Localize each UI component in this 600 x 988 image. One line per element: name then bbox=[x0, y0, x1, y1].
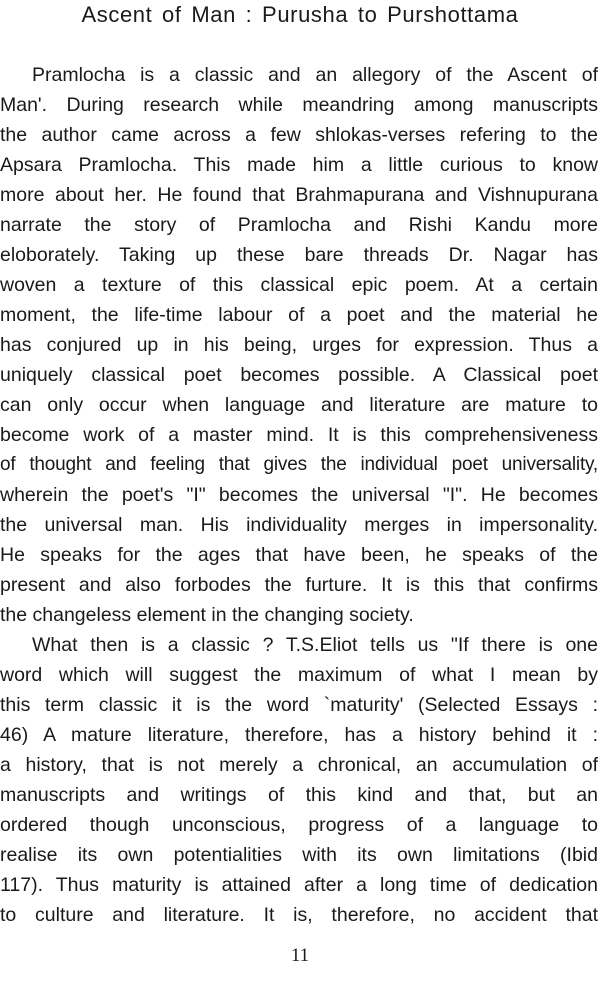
text-line: become work of a master mind. It is this comprehensiveness bbox=[0, 424, 598, 446]
text-line: this term classic it is the word `maturity' (Selected Essays : bbox=[0, 694, 598, 716]
text-line: 117). Thus maturity is attained after a long time of dedication bbox=[0, 874, 598, 896]
text-line: manuscripts and writings of this kind and that, but an bbox=[0, 784, 598, 806]
text-line: a history, that is not merely a chronical, an accumulation of bbox=[0, 754, 598, 776]
text-line: Man'. During research while meandring among manuscripts bbox=[0, 94, 598, 116]
text-line: narrate the story of Pramlocha and Rishi Kandu more bbox=[0, 214, 598, 236]
text-line: present and also forbodes the furture. It is this that confirms bbox=[0, 574, 598, 596]
text-line: wherein the poet's "I" becomes the universal "I". He becomes bbox=[0, 484, 598, 506]
text-line: eloborately. Taking up these bare threads Dr. Nagar has bbox=[0, 244, 598, 266]
text-line: the universal man. His individuality merges in impersonality. bbox=[0, 514, 598, 536]
text-line: woven a texture of this classical epic poem. At a certain bbox=[0, 274, 598, 296]
text-line: the changeless element in the changing society. bbox=[0, 604, 414, 626]
text-line: He speaks for the ages that have been, he speaks of the bbox=[0, 544, 598, 566]
text-line: of thought and feeling that gives the individual poet universality, bbox=[0, 454, 598, 475]
text-line: Apsara Pramlocha. This made him a little curious to know bbox=[0, 154, 598, 176]
text-line: ordered though unconscious, progress of a language to bbox=[0, 814, 598, 836]
running-head: Ascent of Man : Purusha to Purshottama bbox=[81, 2, 519, 27]
text-line: the author came across a few shlokas-verses refering to the bbox=[0, 124, 598, 146]
text-line: has conjured up in his being, urges for expression. Thus a bbox=[0, 334, 598, 356]
text-line: Pramlocha is a classic and an allegory of the Ascent of bbox=[32, 64, 598, 86]
text-line: can only occur when language and literature are mature to bbox=[0, 394, 598, 416]
text-line: moment, the life-time labour of a poet and the material he bbox=[0, 304, 598, 326]
text-line: realise its own potentialities with its own limitations (Ibid bbox=[0, 844, 598, 866]
text-line: uniquely classical poet becomes possible. A Classical poet bbox=[0, 364, 598, 386]
text-line: 46) A mature literature, therefore, has a history behind it : bbox=[0, 724, 598, 746]
text-line: to culture and literature. It is, therefore, no accident that bbox=[0, 904, 598, 926]
text-line: What then is a classic ? T.S.Eliot tells us "If there is one bbox=[32, 634, 598, 656]
page-number: 11 bbox=[290, 945, 310, 966]
text-line: more about her. He found that Brahmapurana and Vishnupurana bbox=[0, 184, 598, 206]
text-line: word which will suggest the maximum of what I mean by bbox=[0, 664, 598, 686]
